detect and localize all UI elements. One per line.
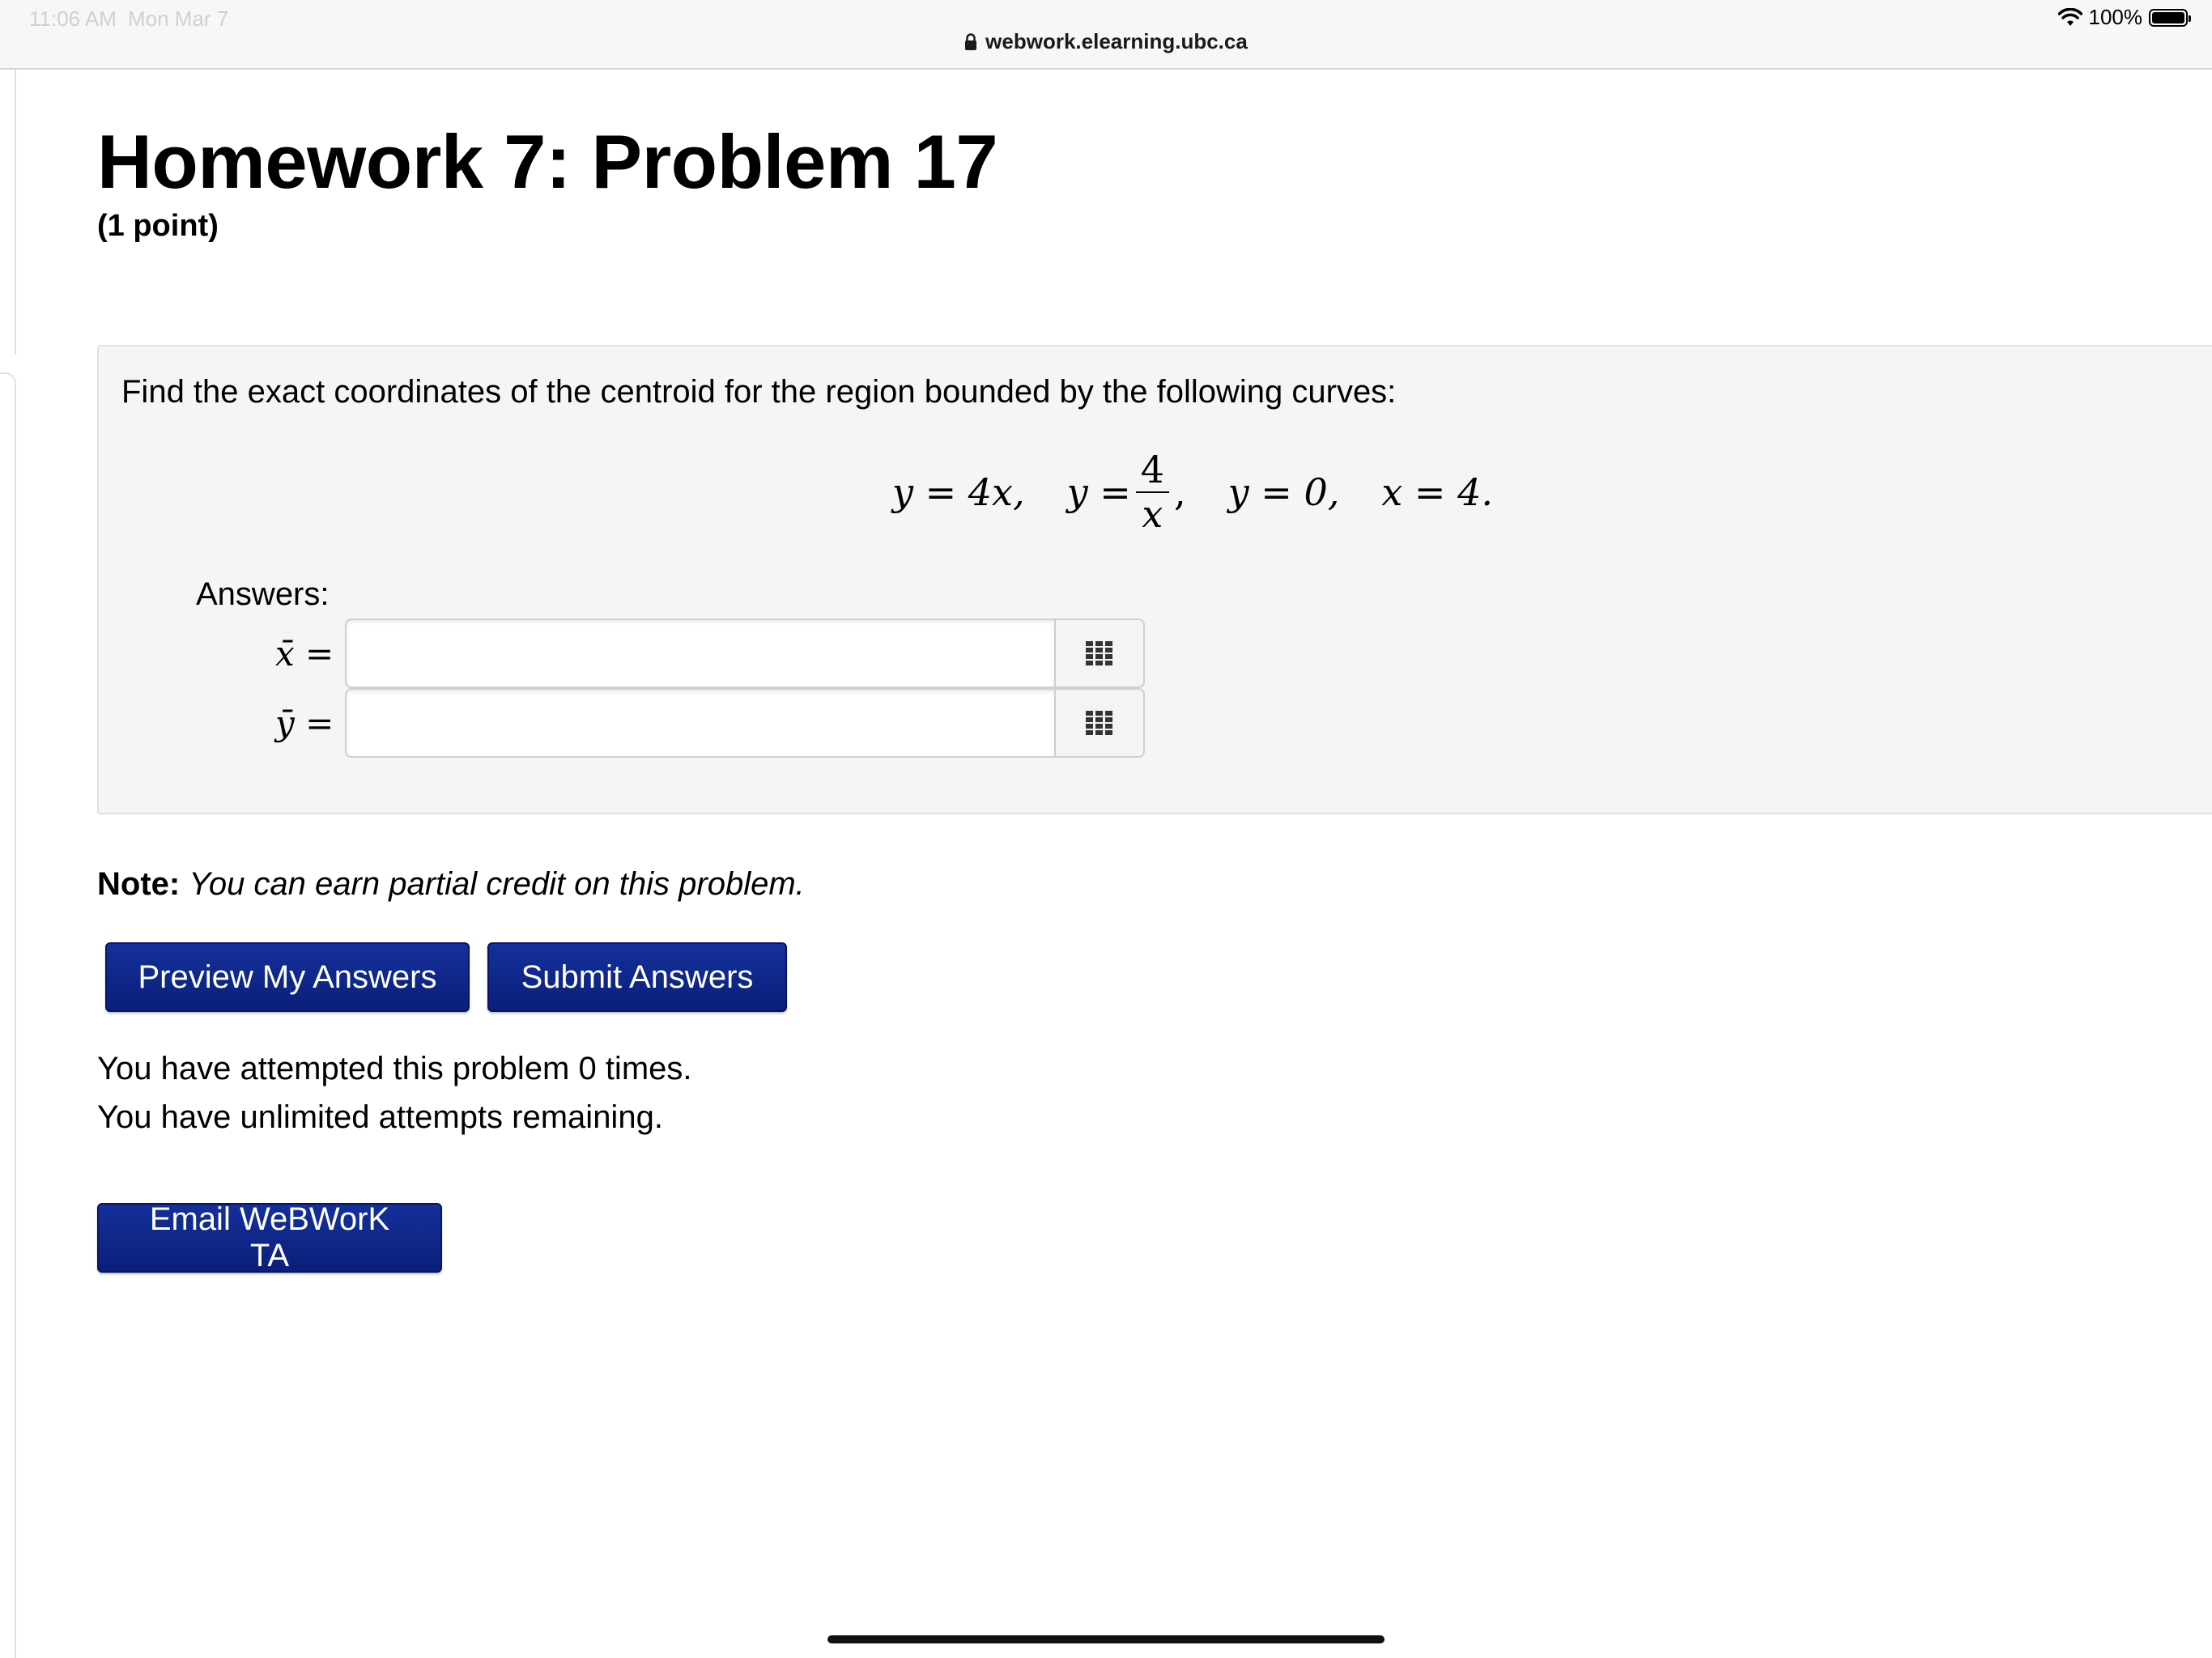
fraction-denominator: x xyxy=(1142,492,1163,536)
lock-icon xyxy=(964,33,977,51)
x-bar-label: x̄ = xyxy=(275,633,334,674)
browser-top-bar xyxy=(0,0,2212,70)
grid-icon xyxy=(1086,641,1113,665)
problem-statement: Find the exact coordinates of the centroid for the region bounded by the following curves: xyxy=(121,374,1397,410)
answers-label: Answers: xyxy=(196,576,330,612)
home-indicator[interactable] xyxy=(827,1635,1385,1643)
email-ta-button[interactable]: Email WeBWorK TA xyxy=(97,1203,442,1273)
fraction xyxy=(1136,449,1169,536)
page-title: Homework 7: Problem 17 xyxy=(97,119,998,204)
battery-percent: 100% xyxy=(2088,5,2142,29)
sidebar-edge-bottom xyxy=(0,372,16,1658)
y-equation-editor-button[interactable] xyxy=(1054,688,1145,758)
y-bar-input[interactable] xyxy=(345,688,1054,758)
fraction-numerator: 4 xyxy=(1140,448,1165,492)
attempts-info xyxy=(97,1044,692,1141)
x-equation-editor-button[interactable] xyxy=(1054,619,1145,688)
battery-icon xyxy=(2149,9,2188,27)
equation-part-1: y = 4x, xyxy=(892,470,1025,514)
equation-part-4: x = 4. xyxy=(1381,470,1493,514)
address-bar[interactable] xyxy=(0,29,2212,54)
status-time: 11:06 AM xyxy=(29,6,117,31)
wifi-icon xyxy=(2058,8,2082,28)
attempts-remaining: You have unlimited attempts remaining. xyxy=(97,1099,663,1135)
note-label: Note: xyxy=(97,866,181,902)
grid-icon xyxy=(1086,711,1113,735)
submit-answers-button[interactable]: Submit Answers xyxy=(487,942,787,1012)
answer-row-y xyxy=(275,688,1145,758)
attempts-count: You have attempted this problem 0 times. xyxy=(97,1051,692,1086)
preview-answers-button[interactable]: Preview My Answers xyxy=(105,942,470,1012)
partial-credit-note xyxy=(97,866,805,903)
y-bar-label: ȳ = xyxy=(275,703,334,743)
answer-row-x xyxy=(275,619,1145,688)
equation-part-2-lhs: y = xyxy=(1066,470,1131,514)
equation xyxy=(892,444,1493,541)
problem-panel xyxy=(97,345,2212,814)
sidebar-edge-top xyxy=(0,70,16,355)
equation-part-2-tail: , xyxy=(1174,470,1186,514)
points-label: (1 point) xyxy=(97,209,219,243)
status-indicators xyxy=(2058,5,2189,30)
battery-fill xyxy=(2152,12,2184,23)
x-bar-input[interactable] xyxy=(345,619,1054,688)
url-text: webwork.elearning.ubc.ca xyxy=(985,29,1248,53)
note-text: You can earn partial credit on this problem. xyxy=(189,866,805,902)
equation-part-3: y = 0, xyxy=(1227,470,1340,514)
status-date: Mon Mar 7 xyxy=(128,6,229,31)
